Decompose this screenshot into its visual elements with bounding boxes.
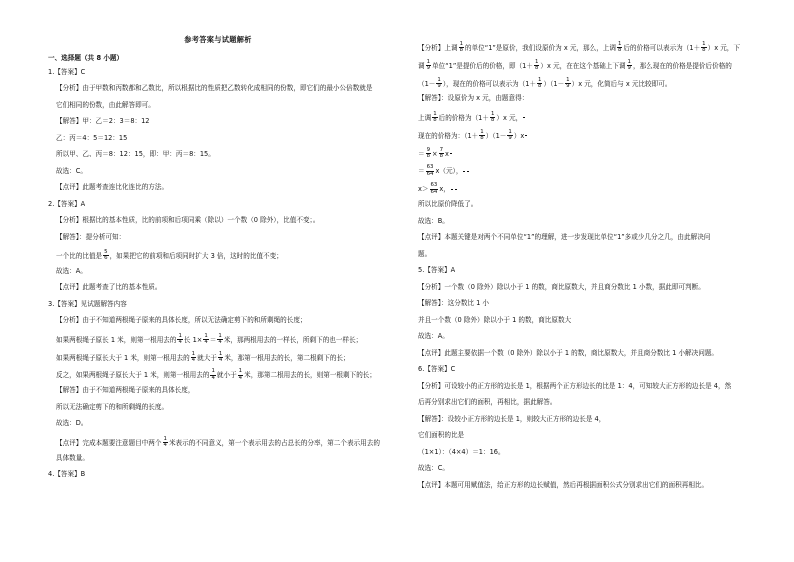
text-run: 一个比的比值是 bbox=[56, 251, 103, 260]
fraction-numerator: 9 bbox=[426, 146, 431, 153]
text-run: 【点评】此题考查连比化连比的方法。 bbox=[56, 183, 169, 192]
fraction-denominator: 64 bbox=[426, 170, 434, 177]
fraction-denominator: 8 bbox=[490, 117, 495, 124]
text-line bbox=[418, 60, 760, 72]
text-run: ）x 元，下 bbox=[707, 43, 740, 52]
text-line bbox=[48, 69, 388, 77]
fraction-numerator: 1 bbox=[566, 76, 570, 83]
fraction-denominator: 8 bbox=[538, 83, 542, 90]
fraction-denominator: 9 bbox=[566, 83, 570, 90]
fraction-numerator: 1 bbox=[238, 368, 243, 375]
text-line bbox=[48, 118, 388, 126]
text-line bbox=[418, 218, 760, 226]
text-run: 米，那第一根用去的长，第二根剩下的长； bbox=[224, 353, 350, 362]
fraction-numerator: 1 bbox=[490, 110, 495, 117]
fraction bbox=[432, 112, 437, 124]
text-line bbox=[48, 301, 388, 309]
fraction-numerator: 1 bbox=[618, 41, 622, 47]
text-run: ）（1－ bbox=[543, 79, 565, 88]
text-line bbox=[48, 151, 388, 159]
text-run: ），现在的价格可以表示为（1＋ bbox=[442, 79, 537, 88]
text-line bbox=[48, 437, 388, 449]
fraction bbox=[507, 130, 512, 142]
text-run: 米，那两根用去的一样长，所剩下的也一样长； bbox=[223, 335, 363, 344]
fraction bbox=[218, 352, 223, 364]
text-line bbox=[418, 284, 760, 292]
text-line bbox=[48, 217, 388, 225]
fraction-numerator bbox=[523, 117, 525, 118]
fraction-numerator bbox=[450, 153, 452, 154]
text-run: ＝ bbox=[418, 149, 425, 158]
fraction-denominator: 9 bbox=[627, 65, 631, 72]
fraction-denominator: 9 bbox=[437, 83, 441, 90]
text-run: 故选：B。 bbox=[418, 216, 449, 225]
text-run: 它们相同的份数，由此解答即可。 bbox=[56, 100, 155, 109]
text-line bbox=[418, 366, 760, 374]
text-line bbox=[418, 148, 760, 160]
fraction-numerator: 1 bbox=[702, 41, 706, 47]
text-run: 故选：A。 bbox=[418, 332, 449, 340]
fraction-numerator: 1 bbox=[163, 435, 167, 442]
text-run: 反之，如果两根绳子原长大于 1 米，则第一根用去的 bbox=[56, 371, 210, 380]
text-run: 【分析】由于甲数和丙数都和乙数比，所以根据比的性质把乙数转化成相同的份数，即它们的最小公倍数就是 bbox=[56, 84, 373, 93]
text-line bbox=[418, 251, 760, 259]
text-run: 故选：C。 bbox=[418, 464, 449, 472]
fraction bbox=[191, 352, 196, 364]
text-run: 就大于 bbox=[197, 353, 217, 362]
fraction bbox=[565, 78, 570, 90]
fraction-denominator: 8 bbox=[459, 47, 463, 54]
text-run: ）（1－ bbox=[485, 131, 507, 140]
page-title: 参考答案与试题解析 bbox=[184, 35, 252, 44]
fraction-numerator: 1 bbox=[426, 58, 431, 65]
text-run: 如果两根绳子原长大于 1 米，则第一根用去的 bbox=[56, 353, 190, 362]
text-run: 后的价格可以表示为（1＋ bbox=[623, 43, 701, 52]
text-line bbox=[48, 471, 388, 479]
text-line bbox=[418, 95, 760, 103]
text-line bbox=[48, 85, 388, 93]
text-line bbox=[48, 184, 388, 192]
text-run: ）x 元，化简后与 x 元比较即可。 bbox=[571, 79, 672, 88]
text-run: 题。 bbox=[418, 249, 432, 258]
text-run: 单位“1”是提价后的价格，即（1＋ bbox=[432, 61, 533, 70]
text-run: 【解答】：这分数比 1 小 bbox=[418, 299, 490, 307]
fraction-numerator: 1 bbox=[508, 128, 512, 135]
fraction-denominator: 8 bbox=[426, 152, 431, 159]
fraction bbox=[525, 135, 527, 136]
text-line bbox=[418, 399, 760, 407]
text-line bbox=[48, 387, 388, 395]
fraction-denominator: 4 bbox=[204, 339, 208, 346]
fraction-denominator: 6 bbox=[104, 255, 108, 262]
text-run: 后的价格为（1＋ bbox=[438, 113, 489, 122]
text-line bbox=[418, 183, 760, 195]
fraction bbox=[455, 189, 457, 190]
text-run: x（元）， bbox=[435, 167, 463, 176]
fraction bbox=[537, 78, 542, 90]
text-line bbox=[48, 334, 388, 346]
fraction-numerator bbox=[451, 189, 453, 190]
text-run: 1.【答案】C bbox=[48, 67, 86, 76]
text-run: 所以无法确定剪下的和所剩绳的长度。 bbox=[56, 402, 169, 411]
fraction-numerator: 1 bbox=[178, 332, 182, 339]
text-line bbox=[48, 135, 388, 143]
text-run: 【分析】由于不知道两根绳子原来的具体长度，所以无法确定剪下的和所剩绳的长度； bbox=[56, 316, 307, 325]
text-line bbox=[48, 455, 388, 463]
fraction bbox=[479, 130, 484, 142]
fraction-denominator: 8 bbox=[480, 135, 484, 142]
text-line bbox=[418, 432, 760, 440]
fraction-denominator: 4 bbox=[163, 442, 167, 449]
text-line bbox=[418, 383, 760, 391]
text-run: 故选：D。 bbox=[56, 419, 88, 428]
text-run: 米，那第二根用去的长，则第一根剩下的长； bbox=[244, 371, 376, 380]
text-run: 现在的价格为：（1＋ bbox=[418, 131, 479, 140]
text-run: 乙：丙＝4：5＝12：15 bbox=[56, 133, 128, 142]
text-run: 故选：C。 bbox=[56, 166, 87, 175]
fraction-denominator: 4 bbox=[191, 357, 196, 364]
text-run: 【分析】一个数（0 除外）除以小于 1 的数，商比原数大，并且商分数比 1 小数，据此即可判断。 bbox=[418, 282, 705, 291]
text-line bbox=[418, 42, 760, 54]
text-run: 4.【答案】B bbox=[48, 470, 86, 479]
fraction-numerator bbox=[467, 171, 469, 172]
text-line bbox=[418, 130, 760, 142]
text-line bbox=[418, 234, 760, 242]
text-run: 6.【答案】C bbox=[418, 365, 456, 373]
left-column bbox=[48, 36, 388, 488]
text-run: 【点评】完成本题要注意题目中两个 bbox=[56, 438, 162, 447]
text-line bbox=[418, 112, 760, 124]
fraction bbox=[439, 148, 444, 160]
fraction-numerator: 1 bbox=[480, 128, 484, 135]
fraction bbox=[426, 148, 431, 160]
text-run: （1×1）：（4×4）＝1：16。 bbox=[418, 447, 505, 456]
text-run: 2.【答案】A bbox=[48, 199, 86, 208]
right-column bbox=[418, 42, 760, 498]
right-lines bbox=[418, 42, 760, 489]
fraction-numerator: 1 bbox=[437, 76, 441, 83]
text-run: 故选：A。 bbox=[56, 266, 87, 275]
fraction-denominator: 4 bbox=[178, 339, 182, 346]
fraction-numerator: 1 bbox=[534, 58, 539, 65]
text-run: 【分析】可设较小的正方形的边长是 1，根据两个正方形边长的比是 1：4，可知较大正方形的边长是 4，然 bbox=[418, 381, 732, 390]
fraction-numerator: 1 bbox=[218, 332, 222, 339]
fraction-numerator: 1 bbox=[191, 350, 196, 357]
fraction-denominator: 8 bbox=[534, 65, 539, 72]
fraction-numerator: 63 bbox=[430, 182, 438, 189]
text-run: ，那么现在的价格是提价后价格的 bbox=[632, 61, 732, 70]
fraction-numerator bbox=[463, 171, 465, 172]
text-run: 5.【答案】A bbox=[418, 266, 456, 274]
fraction bbox=[490, 112, 495, 124]
text-line bbox=[418, 165, 760, 177]
fraction-denominator: 8 bbox=[433, 117, 437, 124]
text-run: x＞ bbox=[418, 185, 429, 194]
text-line bbox=[418, 201, 760, 209]
text-run: × bbox=[432, 149, 438, 158]
fraction-numerator: 63 bbox=[426, 164, 434, 171]
fraction bbox=[467, 171, 469, 172]
text-run: ，如果把它的前项和后项同时扩大 3 倍，这时的比值不变； bbox=[109, 251, 283, 260]
fraction-numerator bbox=[455, 189, 457, 190]
text-run: 【分析】根据比的基本性质，比的前项和后项同乘（除以）一个数（0 除外），比值不变；。 bbox=[56, 216, 320, 225]
text-run: 【解答】：提分析可知： bbox=[56, 232, 126, 241]
text-line bbox=[418, 350, 760, 358]
text-line bbox=[48, 352, 388, 364]
fraction-denominator: 8 bbox=[618, 47, 622, 54]
text-run: 所以甲、乙、丙＝8：12：15，即：甲：丙＝8：15。 bbox=[56, 150, 215, 159]
text-line bbox=[48, 268, 388, 276]
text-run: 3.【答案】见试题解答内容 bbox=[48, 299, 127, 308]
text-run: ＝ bbox=[418, 167, 425, 176]
fraction bbox=[217, 334, 222, 346]
text-run: 具体数量。 bbox=[56, 453, 89, 462]
fraction bbox=[627, 60, 632, 72]
text-line bbox=[418, 267, 760, 275]
fraction bbox=[701, 42, 706, 54]
text-run: ）x bbox=[513, 131, 525, 140]
text-line bbox=[418, 78, 760, 90]
fraction-numerator: 1 bbox=[211, 368, 215, 375]
fraction-numerator: 1 bbox=[218, 350, 223, 357]
fraction bbox=[523, 117, 525, 118]
text-run: 就小于 bbox=[216, 371, 237, 380]
text-run: 【点评】本题可用赋值法，给正方形的边长赋值，然后再根据面积公式分别求出它们的面积再相比。 bbox=[418, 480, 709, 489]
fraction-denominator: 4 bbox=[238, 374, 243, 381]
text-run: 【解答】：设较小正方形的边长是 1，则较大正方形的边长是 4， bbox=[418, 414, 606, 423]
fraction-denominator: 4 bbox=[218, 357, 223, 364]
fraction bbox=[238, 369, 243, 381]
text-line bbox=[48, 102, 388, 110]
text-run: 它们面积的比是 bbox=[418, 431, 465, 439]
fraction-denominator: 64 bbox=[430, 188, 438, 195]
fraction bbox=[534, 60, 539, 72]
text-line bbox=[418, 465, 760, 473]
text-run: x， bbox=[439, 185, 450, 194]
text-run: 的单位“1”是原价，我们设原价为 x 元，那么，上调 bbox=[465, 43, 616, 52]
text-line bbox=[48, 420, 388, 428]
fraction bbox=[451, 189, 453, 190]
text-line bbox=[418, 449, 760, 457]
text-run: 米表示的不同意义，第一个表示用去的占总长的分率，第二个表示用去的 bbox=[168, 438, 380, 447]
text-run: 所以比原价降低了。 bbox=[418, 200, 478, 208]
fraction-denominator: 9 bbox=[508, 135, 512, 142]
fraction-denominator: 4 bbox=[211, 374, 215, 381]
fraction-denominator: 9 bbox=[426, 65, 431, 72]
fraction bbox=[436, 78, 441, 90]
text-line bbox=[48, 317, 388, 325]
text-run: 【点评】此题主要依据一个数（0 除外）除以小于 1 的数，商比原数大，并且商分数比 1 小解决问题。 bbox=[418, 348, 719, 357]
fraction bbox=[203, 334, 208, 346]
fraction-numerator: 1 bbox=[433, 110, 437, 117]
text-run: 【解答】甲：乙＝2：3＝8：12 bbox=[56, 117, 150, 126]
text-line bbox=[48, 250, 388, 262]
fraction-denominator: 4 bbox=[218, 339, 222, 346]
text-line bbox=[48, 284, 388, 292]
text-run: ）x 元，在在这个基础上下调 bbox=[540, 61, 626, 70]
text-run: 【解答】由于不知道两根绳子原来的具体长度， bbox=[56, 386, 195, 395]
text-line bbox=[418, 317, 760, 325]
fraction bbox=[617, 42, 622, 54]
text-line bbox=[418, 300, 760, 308]
text-run: 如果两根绳子原长 1 米，则第一根用去的 bbox=[56, 335, 177, 344]
text-run: 【分析】上调 bbox=[418, 43, 458, 52]
text-run: ＝ bbox=[209, 335, 217, 344]
text-run: 调 bbox=[418, 61, 425, 70]
text-run: 长 1× bbox=[183, 335, 203, 344]
text-run: 【点评】本题关键是对两个不同单位“1”的理解，进一步发现比单位“1”多或少几分之几，由此解决问 bbox=[418, 233, 711, 241]
text-line bbox=[48, 369, 388, 381]
fraction bbox=[450, 153, 452, 154]
fraction bbox=[463, 171, 465, 172]
text-line bbox=[48, 168, 388, 176]
fraction bbox=[426, 60, 431, 72]
fraction bbox=[177, 334, 182, 346]
fraction bbox=[210, 369, 215, 381]
text-line bbox=[48, 404, 388, 412]
fraction-denominator: 8 bbox=[439, 152, 443, 159]
text-run: 并且一个数（0 除外）除以小于 1 的数，商比原数大 bbox=[418, 315, 572, 324]
text-line bbox=[48, 234, 388, 242]
text-run: 后再分别求出它们的面积，再相比，据此解答。 bbox=[418, 398, 557, 406]
left-lines bbox=[48, 69, 388, 479]
fraction bbox=[459, 42, 464, 54]
fraction-numerator bbox=[525, 135, 527, 136]
text-run: （1－ bbox=[418, 79, 436, 88]
text-run: 上调 bbox=[418, 113, 432, 122]
fraction-numerator: 1 bbox=[204, 332, 208, 339]
section-heading: 一、选择题（共 8 小题） bbox=[48, 53, 124, 62]
fraction-numerator: 1 bbox=[459, 41, 463, 47]
fraction bbox=[103, 250, 108, 262]
fraction-numerator: 1 bbox=[538, 76, 542, 83]
text-run: 【点评】此题考查了比的基本性质。 bbox=[56, 283, 162, 292]
text-run: x bbox=[445, 149, 449, 158]
fraction bbox=[430, 183, 439, 195]
text-run: ）x 元， bbox=[496, 113, 523, 122]
fraction-numerator: 5 bbox=[104, 249, 108, 256]
fraction bbox=[163, 437, 168, 449]
text-line bbox=[48, 201, 388, 209]
text-line bbox=[418, 333, 760, 341]
text-line bbox=[418, 482, 760, 490]
text-run: 【解答】：设原价为 x 元，由题意得： bbox=[418, 94, 529, 103]
fraction-numerator: 1 bbox=[627, 58, 631, 65]
fraction-denominator: 8 bbox=[702, 47, 706, 54]
text-line bbox=[418, 416, 760, 424]
fraction bbox=[426, 165, 435, 177]
fraction-numerator: 7 bbox=[439, 146, 443, 153]
